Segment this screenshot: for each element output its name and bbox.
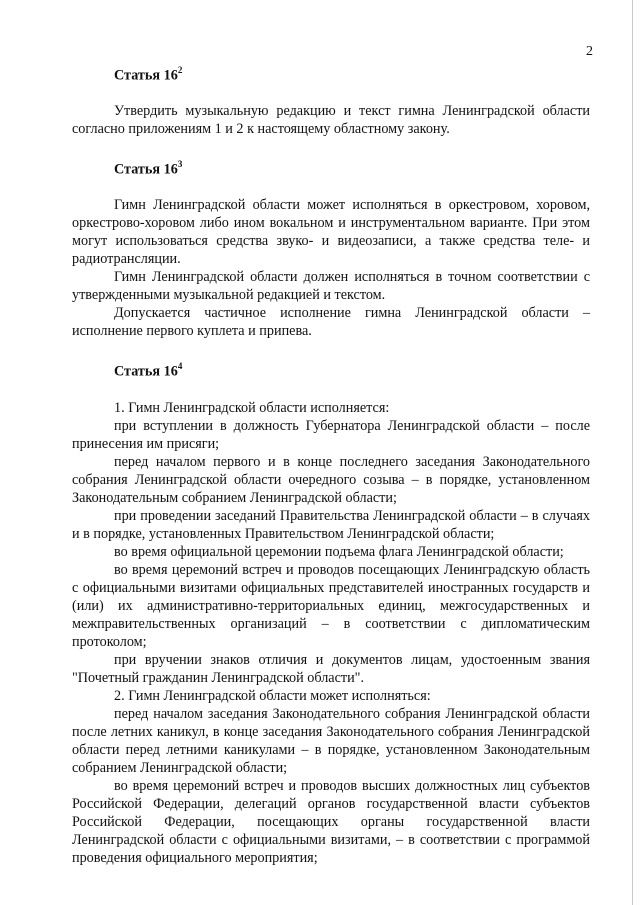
paragraph: Гимн Ленинградской области может исполняться в оркестровом, хоровом, оркестрово-хоровом либо ином вокальном и инструментальном варианте. При этом могут использоваться средства звуко- и видеозаписи, а также средства теле- и радиотрансляции. <box>72 197 590 268</box>
document-body <box>72 62 590 867</box>
paragraph: перед началом первого и в конце последнего заседания Законодательного собрания Ленинградской области очередного созыва – в порядке, установленном Законодательным собранием Ленинградской области; <box>72 454 590 507</box>
paragraph: во время церемоний встреч и проводов высших должностных лиц субъектов Российской Федерации, делегаций органов государственной власти субъектов Российской Федерации, посещающих органы государственной власти Ленинградской области с официальными визитами, – в соответствии с программой проведения официального мероприятия; <box>72 778 590 867</box>
article-heading-16-4: Статья $16^4$ <box>114 361 183 381</box>
paragraph: во время официальной церемонии подъема флага Ленинградской области; <box>114 544 564 561</box>
paragraph: при вручении знаков отличия и документов лицам, удостоенным звания "Почетный гражданин Ленинградской области". <box>72 652 590 687</box>
article-heading-16-3: Статья $16^3$ <box>114 158 183 178</box>
page-number: 2 <box>586 44 593 59</box>
paragraph: перед началом заседания Законодательного собрания Ленинградской области после летних каникул, в конце заседания Законодательного собрания Ленинградской области перед летними каникулами – в порядке, установленном Законодательным собранием Ленинградской области; <box>72 706 590 777</box>
paragraph: при вступлении в должность Губернатора Ленинградской области – после принесения им присяги; <box>72 418 590 453</box>
paragraph: 2. Гимн Ленинградской области может исполняться: <box>114 688 431 705</box>
paragraph: Допускается частичное исполнение гимна Ленинградской области – исполнение первого куплета и припева. <box>72 305 590 340</box>
paragraph: при проведении заседаний Правительства Ленинградской области – в случаях и в порядке, установленных Правительством Ленинградской области; <box>72 508 590 543</box>
paragraph: 1. Гимн Ленинградской области исполняется: <box>114 400 390 417</box>
paragraph: Гимн Ленинградской области должен исполняться в точном соответствии с утвержденными музыкальной редакцией и текстом. <box>72 269 590 304</box>
paragraph: Утвердить музыкальную редакцию и текст гимна Ленинградской области согласно приложениям 1 и 2 к настоящему областному закону. <box>72 102 590 137</box>
paragraph: во время церемоний встреч и проводов посещающих Ленинградскую область с официальными визитами официальных представителей иностранных государств и (или) их административно-территориальных единиц, межгосударственных и межправительственных организаций – в соответствии с дипломатическим протоколом; <box>72 562 590 651</box>
article-heading-16-2: Статья $16^2$ <box>114 65 183 84</box>
scan-edge-line <box>632 0 633 905</box>
